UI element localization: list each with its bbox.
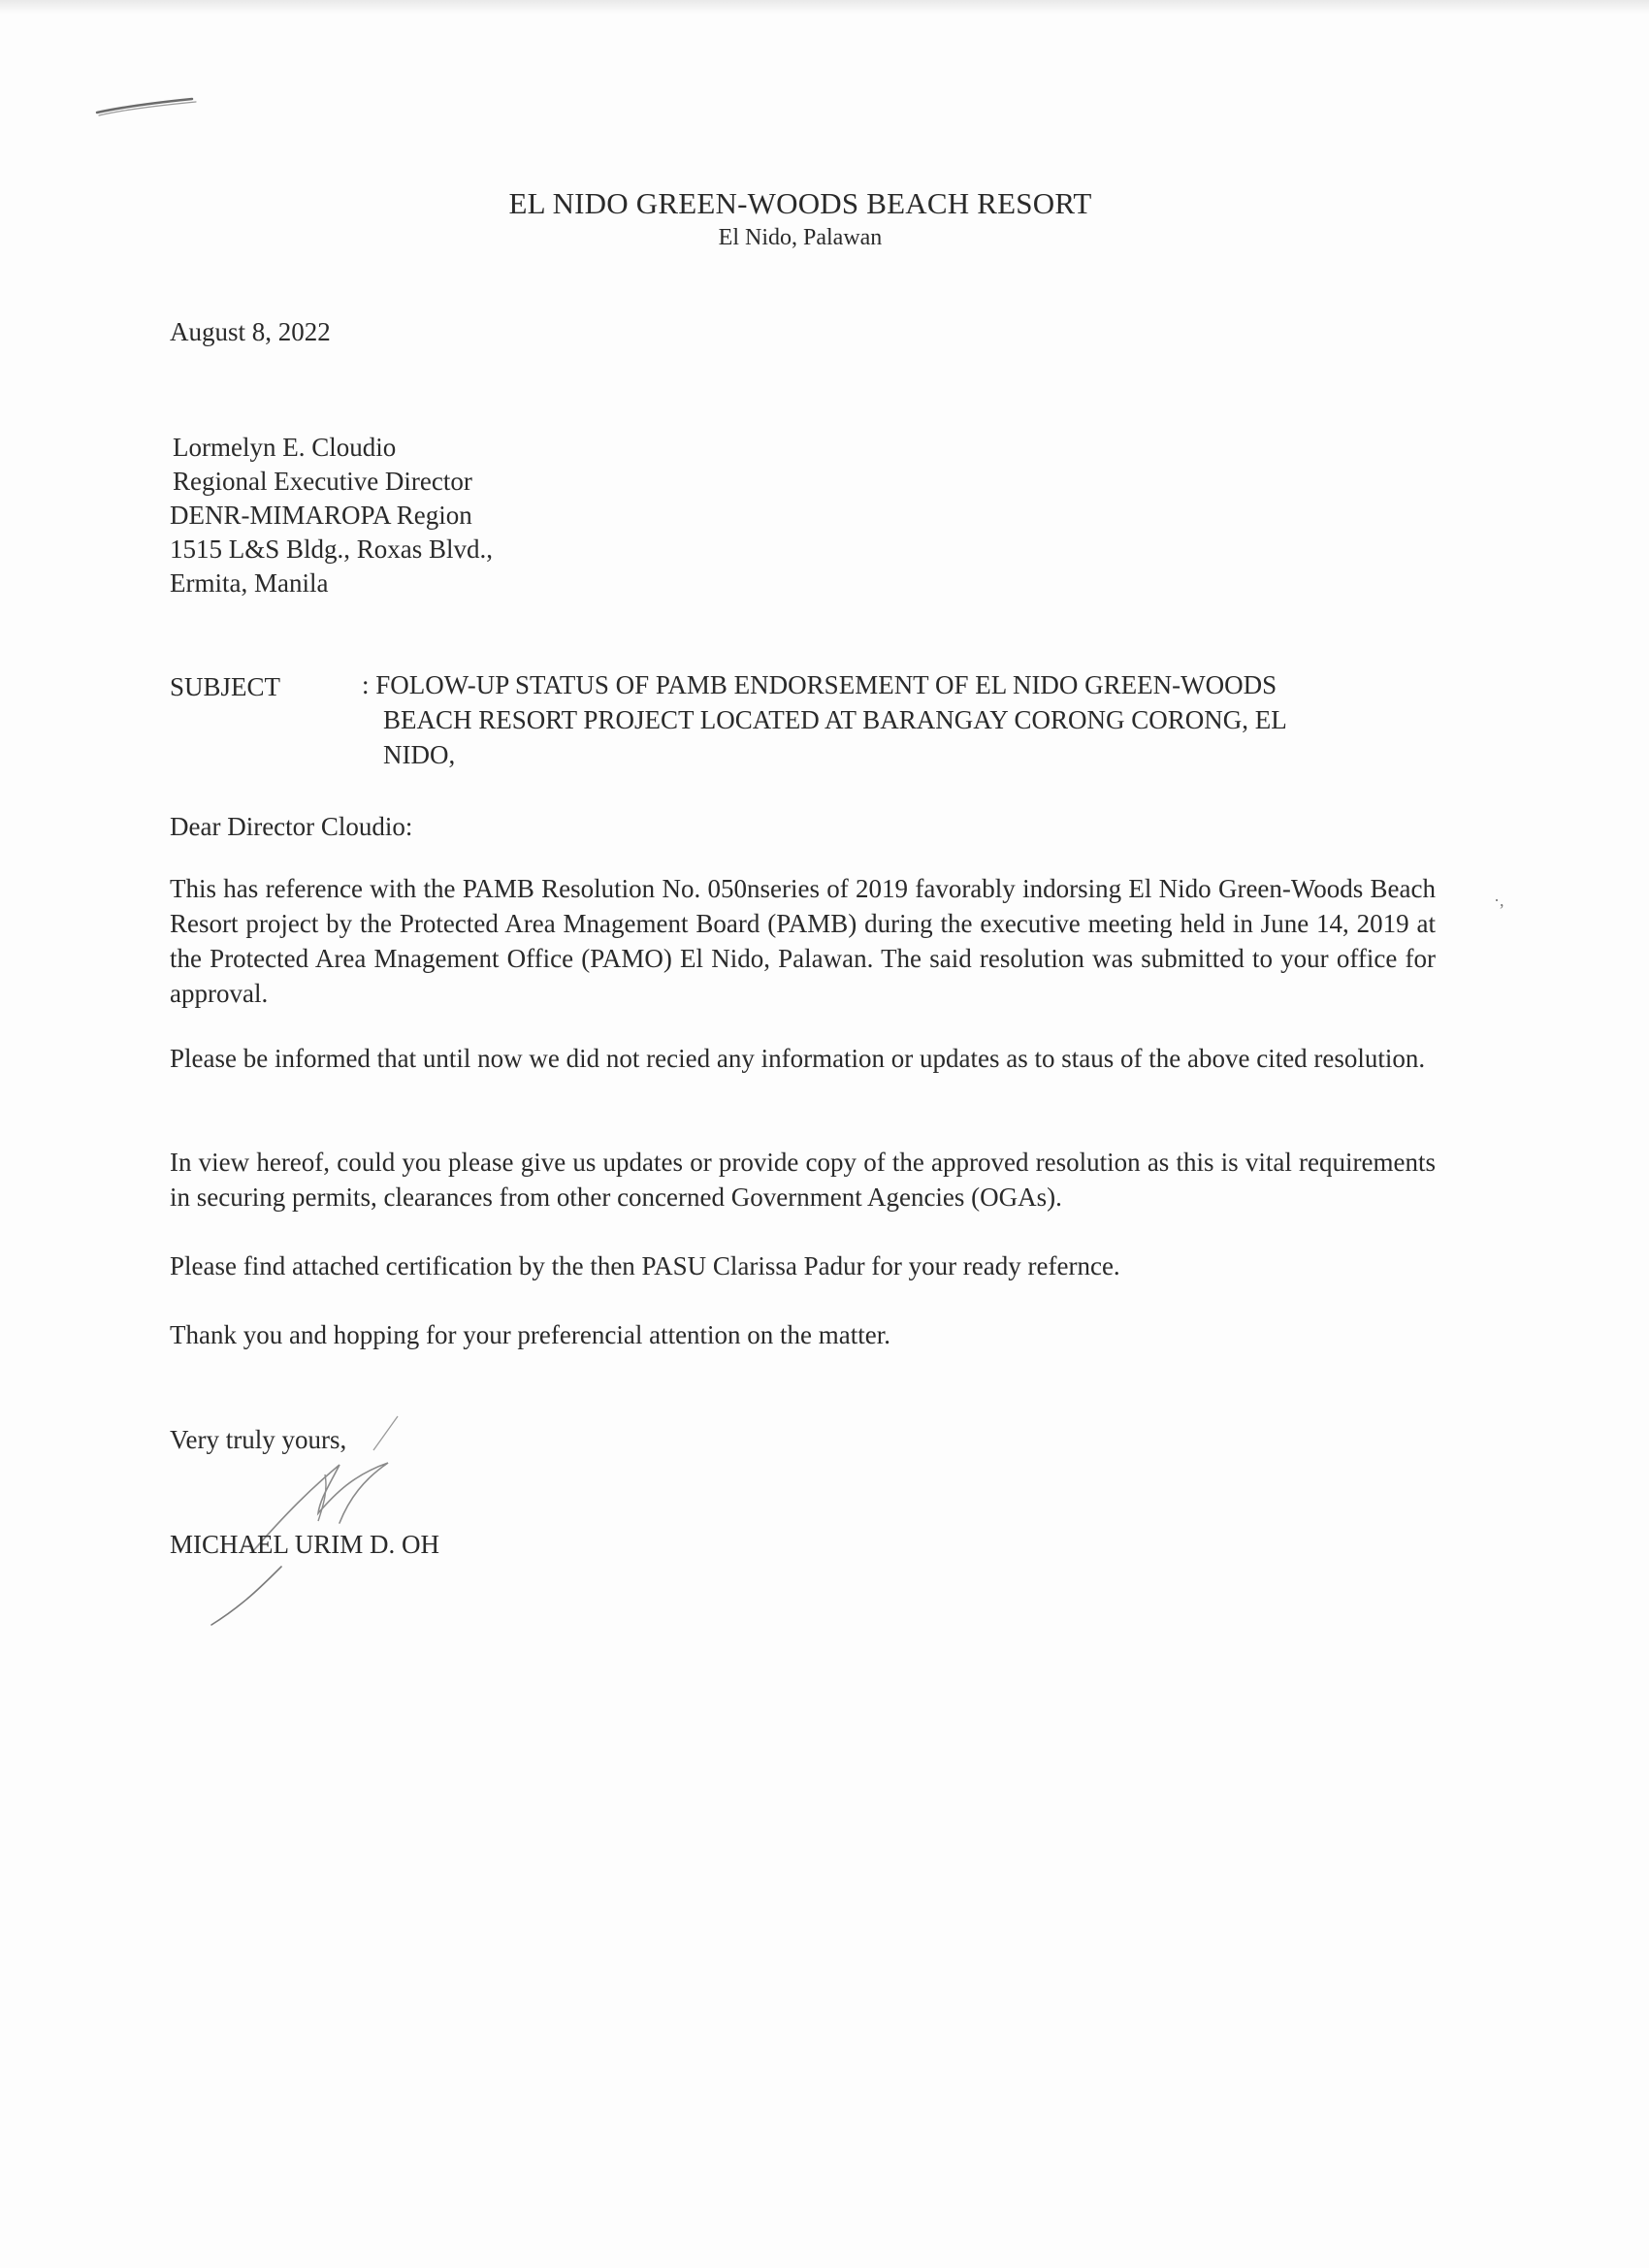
subject-line-2: BEACH RESORT PROJECT LOCATED AT BARANGAY CORONG CORONG, EL [383, 705, 1287, 734]
subject-text [362, 667, 1448, 772]
body-paragraph-status: Please be informed that until now we did not recied any information or updates as to staus of the above cited resolution. [170, 1044, 1426, 1073]
subject-label: SUBJECT [170, 672, 281, 701]
signer-name: MICHAEL URIM D. OH [170, 1530, 439, 1559]
body-paragraph-reference: This has reference with the PAMB Resolution No. 050nseries of 2019 favorably indorsing El Nido Green-Woods Beach Resort project by the Protected Area Mnagement Board (PAMB) during the executive meeting held in June 14, 2019 at the Protected Area Mnagement Office (PAMO) El Nido, Palawan. The said resolution was submitted to your office for approval. [170, 874, 1436, 1008]
organization-name: EL NIDO GREEN-WOODS BEACH RESORT [508, 186, 1092, 220]
body-paragraph-thanks: Thank you and hopping for your preferencial attention on the matter. [170, 1320, 891, 1349]
recipient-street: 1515 L&S Bldg., Roxas Blvd., [170, 535, 494, 564]
stray-pen-mark [95, 97, 202, 118]
recipient-name: Lormelyn E. Cloudio [173, 433, 397, 462]
recipient-city: Ermita, Manila [170, 568, 329, 598]
body-paragraph-attachment: Please find attached certification by the then PASU Clarissa Padur for your ready refernce. [170, 1251, 1120, 1280]
scan-edge-shadow [0, 0, 1649, 14]
handwritten-signature [194, 1407, 466, 1630]
recipient-address [170, 431, 494, 600]
scan-speck: ·, [1494, 891, 1504, 910]
recipient-office: DENR-MIMAROPA Region [170, 501, 472, 530]
subject-line-3: NIDO, [383, 740, 456, 769]
subject-line-1: : FOLOW-UP STATUS OF PAMB ENDORSEMENT OF EL NIDO GREEN-WOODS [362, 670, 1277, 699]
letterhead [0, 186, 1600, 252]
closing: Very truly yours, [170, 1425, 347, 1454]
letter-date: August 8, 2022 [170, 317, 331, 346]
salutation: Dear Director Cloudio: [170, 812, 413, 841]
organization-location: El Nido, Palawan [718, 225, 883, 250]
body-paragraph-request: In view hereof, could you please give us updates or provide copy of the approved resolution as this is vital requirements in securing permits, clearances from other concerned Government Agencies (OGAs). [170, 1148, 1436, 1212]
recipient-title: Regional Executive Director [173, 467, 472, 496]
